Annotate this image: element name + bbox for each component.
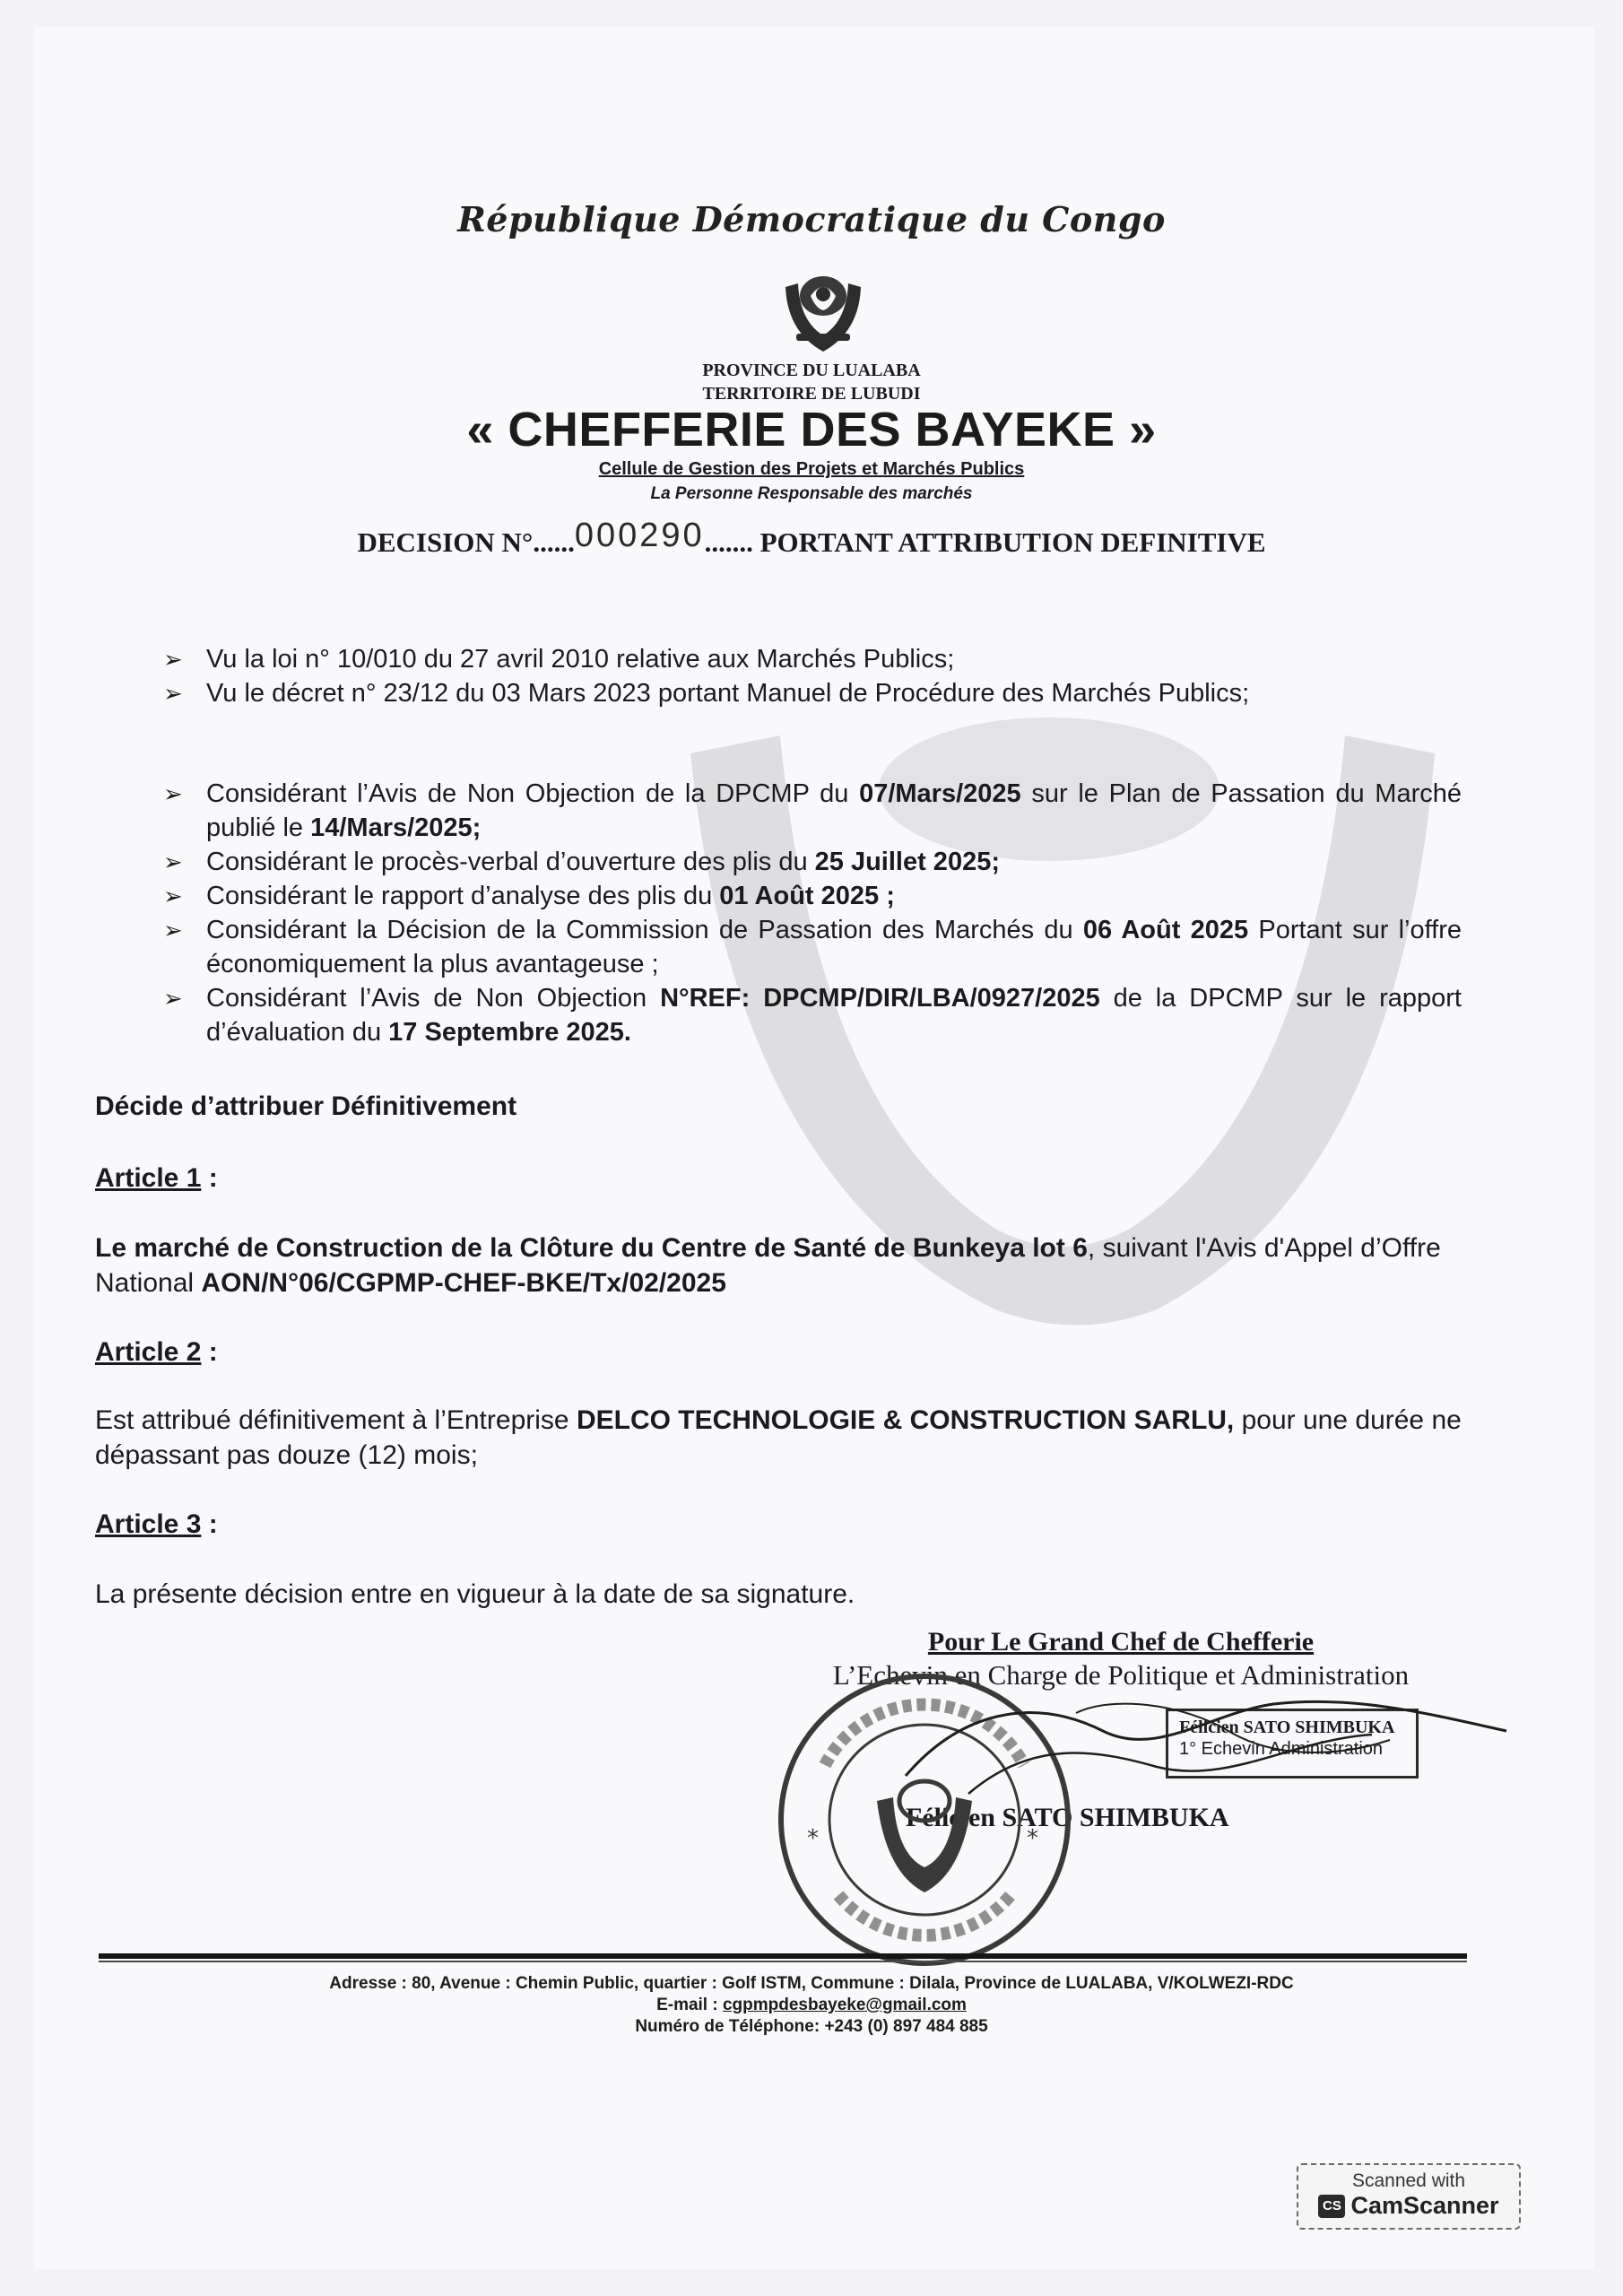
considerant-3-pre: Considérant le rapport d’analyse des plis du xyxy=(206,882,720,910)
arrow-bullet-icon: ➢ xyxy=(163,985,183,1012)
arrow-bullet-icon: ➢ xyxy=(163,883,183,909)
province-name: PROVINCE DU LUALABA xyxy=(702,361,921,380)
arrow-bullet-icon: ➢ xyxy=(163,780,183,807)
footer-email-line xyxy=(0,1995,1623,2016)
decision-dots-before: ...... xyxy=(533,526,575,558)
article-1-heading xyxy=(95,1161,1465,1196)
list-item xyxy=(163,845,1462,879)
camscanner-watermark xyxy=(1297,2163,1521,2230)
article-colon: : xyxy=(201,1337,218,1367)
cellule-subtitle: Cellule de Gestion des Projets et Marchés Publics xyxy=(598,459,1025,479)
decision-prefix: DECISION N° xyxy=(357,526,534,558)
footer-rule xyxy=(99,1953,1467,1959)
arrow-bullet-icon: ➢ xyxy=(163,646,183,673)
considerant-4-date: 06 Août 2025 xyxy=(1082,916,1249,944)
territoire-name: TERRITOIRE DE LUBUDI xyxy=(702,384,921,404)
article-1-title: Article 1 xyxy=(95,1163,202,1193)
footer-contact xyxy=(0,1973,1623,2038)
considerant-list xyxy=(163,777,1462,1049)
list-item xyxy=(163,777,1462,845)
scanner-brand-row xyxy=(1298,2192,1519,2220)
name-stamp-title: 1° Echevin Administration xyxy=(1179,1739,1384,1759)
country-title: République Démocratique du Congo xyxy=(457,199,1166,239)
article-1-bold: Le marché de Construction de la Clôture du Centre de Santé de Bunkeya lot 6 xyxy=(95,1233,1088,1263)
arrow-bullet-icon: ➢ xyxy=(163,917,183,944)
article-1-ref: AON/N°06/CGPMP-CHEF-BKE/Tx/02/2025 xyxy=(201,1268,726,1298)
article-1-mid: , suivant l'Avis d'Appel d’Offre National xyxy=(95,1233,1441,1298)
article-colon: : xyxy=(201,1163,218,1193)
list-item xyxy=(163,913,1462,981)
considerant-3-date: 01 Août 2025 ; xyxy=(719,882,895,910)
vu-list xyxy=(163,642,1462,710)
considerant-1-mid: sur le Plan de Passation du Marché publié le xyxy=(206,779,1462,842)
considerant-5-pre: Considérant l’Avis de Non Objection xyxy=(206,984,661,1013)
list-item xyxy=(163,879,1462,913)
considerant-1-date1: 07/Mars/2025 xyxy=(859,779,1021,808)
article-3-heading xyxy=(95,1507,1465,1542)
arrow-bullet-icon: ➢ xyxy=(163,680,183,707)
considerant-text xyxy=(206,845,1462,879)
chefferie-title: « CHEFFERIE DES BAYEKE » xyxy=(466,403,1157,457)
decision-number: 000290 xyxy=(574,517,705,554)
camscanner-logo-icon: CS xyxy=(1318,2195,1345,2218)
article-2-pre: Est attribué définitivement à l’Entreprise xyxy=(95,1405,577,1435)
considerant-5-date: 17 Septembre 2025. xyxy=(388,1018,631,1047)
considerant-2-pre: Considérant le procès-verbal d’ouverture des plis du xyxy=(206,848,815,876)
article-1-body xyxy=(95,1231,1465,1300)
name-stamp-name: Félicien SATO SHIMBUKA xyxy=(1179,1718,1395,1737)
signature-line-2: L’Echevin en Charge de Politique et Administration xyxy=(832,1659,1410,1691)
decision-title xyxy=(0,517,1623,561)
considerant-text xyxy=(206,981,1462,1049)
considerant-2-date: 25 Juillet 2025; xyxy=(814,848,1000,876)
list-item xyxy=(163,676,1462,710)
coat-of-arms-icon xyxy=(778,269,868,355)
scanner-brand: CamScanner xyxy=(1350,2192,1499,2219)
considerant-5-mid: de la DPCMP sur le rapport d’évaluation du xyxy=(206,984,1462,1047)
svg-text:*: * xyxy=(1027,1825,1038,1852)
footer-rule-thin xyxy=(99,1961,1467,1962)
considerant-text xyxy=(206,777,1462,845)
article-2-company: DELCO TECHNOLOGIE & CONSTRUCTION SARLU, xyxy=(576,1405,1235,1435)
footer-email[interactable]: cgpmpdesbayeke@gmail.com xyxy=(722,1996,967,2014)
signature-line-1: Pour Le Grand Chef de Chefferie xyxy=(927,1627,1315,1657)
signatory-name: Félicien SATO SHIMBUKA xyxy=(906,1803,1229,1832)
article-2-post: pour une durée ne dépassant pas douze (12) mois; xyxy=(95,1405,1462,1470)
article-2-heading xyxy=(95,1335,1465,1370)
list-item xyxy=(163,642,1462,676)
decide-heading: Décide d’attribuer Définitivement xyxy=(95,1091,517,1121)
considerant-5-ref: N°REF: DPCMP/DIR/LBA/0927/2025 xyxy=(660,984,1100,1013)
considerant-1-date2: 14/Mars/2025; xyxy=(310,813,482,842)
footer-address: Adresse : 80, Avenue : Chemin Public, quartier : Golf ISTM, Commune : Dilala, Province de LUALABA, V/KOLWEZI-RDC xyxy=(329,1974,1294,1993)
handwritten-signature-icon xyxy=(888,1677,1515,1821)
list-item xyxy=(163,981,1462,1049)
decision-suffix: PORTANT ATTRIBUTION DEFINITIVE xyxy=(752,526,1266,558)
arrow-bullet-icon: ➢ xyxy=(163,848,183,875)
vu-text: Vu le décret n° 23/12 du 03 Mars 2023 portant Manuel de Procédure des Marchés Publics; xyxy=(206,679,1250,708)
considerant-text xyxy=(206,879,1462,913)
article-2-title: Article 2 xyxy=(95,1337,202,1367)
considerant-text xyxy=(206,913,1462,981)
footer-email-label: E-mail : xyxy=(656,1996,723,2014)
article-colon: : xyxy=(201,1509,218,1539)
scanner-caption: Scanned with xyxy=(1351,2170,1466,2191)
considerant-1-pre: Considérant l’Avis de Non Objection de la DPCMP du xyxy=(206,779,860,808)
considerant-4-pre: Considérant la Décision de la Commission de Passation des Marchés du xyxy=(206,916,1083,944)
considerant-4-post: Portant sur l’offre économiquement la plus avantageuse ; xyxy=(206,916,1462,978)
responsable-subtitle: La Personne Responsable des marchés xyxy=(650,484,973,503)
article-3-body: La présente décision entre en vigueur à la date de sa signature. xyxy=(95,1579,855,1609)
decision-dots-after: ....... xyxy=(704,526,753,558)
svg-text:*: * xyxy=(807,1825,819,1852)
article-2-body xyxy=(95,1403,1465,1473)
article-3-title: Article 3 xyxy=(95,1509,202,1539)
province-block xyxy=(0,359,1623,405)
footer-phone: Numéro de Téléphone: +243 (0) 897 484 885 xyxy=(635,2017,988,2036)
vu-text: Vu la loi n° 10/010 du 27 avril 2010 relative aux Marchés Publics; xyxy=(206,645,955,674)
